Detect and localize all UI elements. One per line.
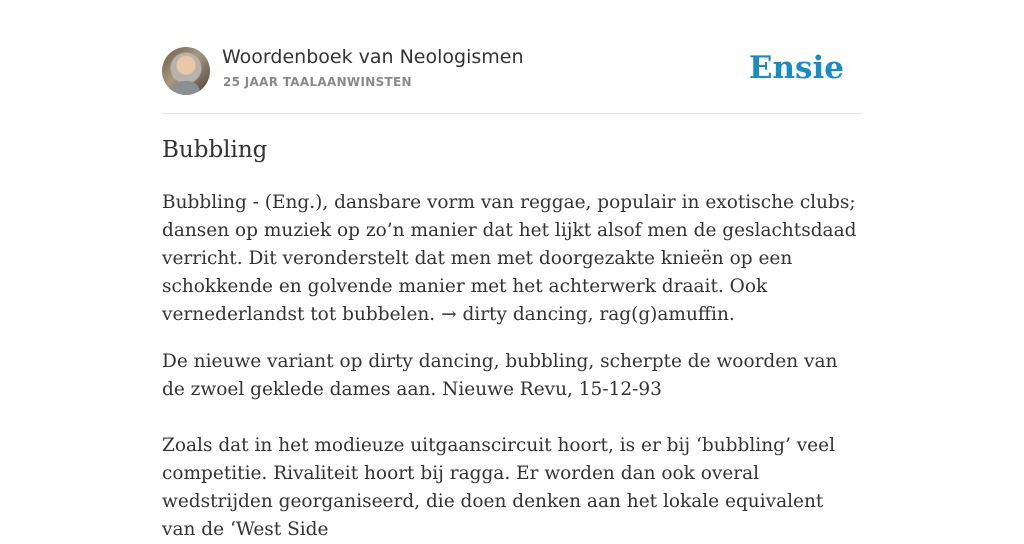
page-container xyxy=(162,0,862,540)
site-subtitle: 25 JAAR TAALAANWINSTEN xyxy=(223,75,412,89)
site-header xyxy=(162,0,862,114)
entry-citation: Zoals dat in het modieuze uitgaanscircuit hoort, is er bij ‘bubbling’ veel competitie. Rivaliteit hoort bij ragga. Er worden dan ook overal wedstrijden georganiseerd, die doen denken aan het lokale equivalent van de ‘West Side xyxy=(162,435,835,540)
entry-definition: Bubbling - (Eng.), dansbare vorm van reggae, populair in exotische clubs; dansen op muziek op zo’n manier dat het lijkt alsof men de geslachtsdaad verricht. Dit veronderstelt dat men met doorgezakte knieën op een schokkende en golvende manier met het achterwerk draait. Ook vernederlandst tot bubbelen. → dirty dancing, rag(g)amuffin. xyxy=(162,192,857,325)
author-avatar[interactable] xyxy=(162,47,210,95)
entry-citation: De nieuwe variant op dirty dancing, bubbling, scherpte de woorden van de zwoel geklede dames aan. Nieuwe Revu, 15-12-93 xyxy=(162,351,838,400)
ensie-logo[interactable]: Ensie xyxy=(748,50,844,86)
avatar-shirt xyxy=(172,81,200,95)
site-title[interactable]: Woordenboek van Neologismen xyxy=(222,46,524,68)
entry-title: Bubbling xyxy=(162,137,268,163)
